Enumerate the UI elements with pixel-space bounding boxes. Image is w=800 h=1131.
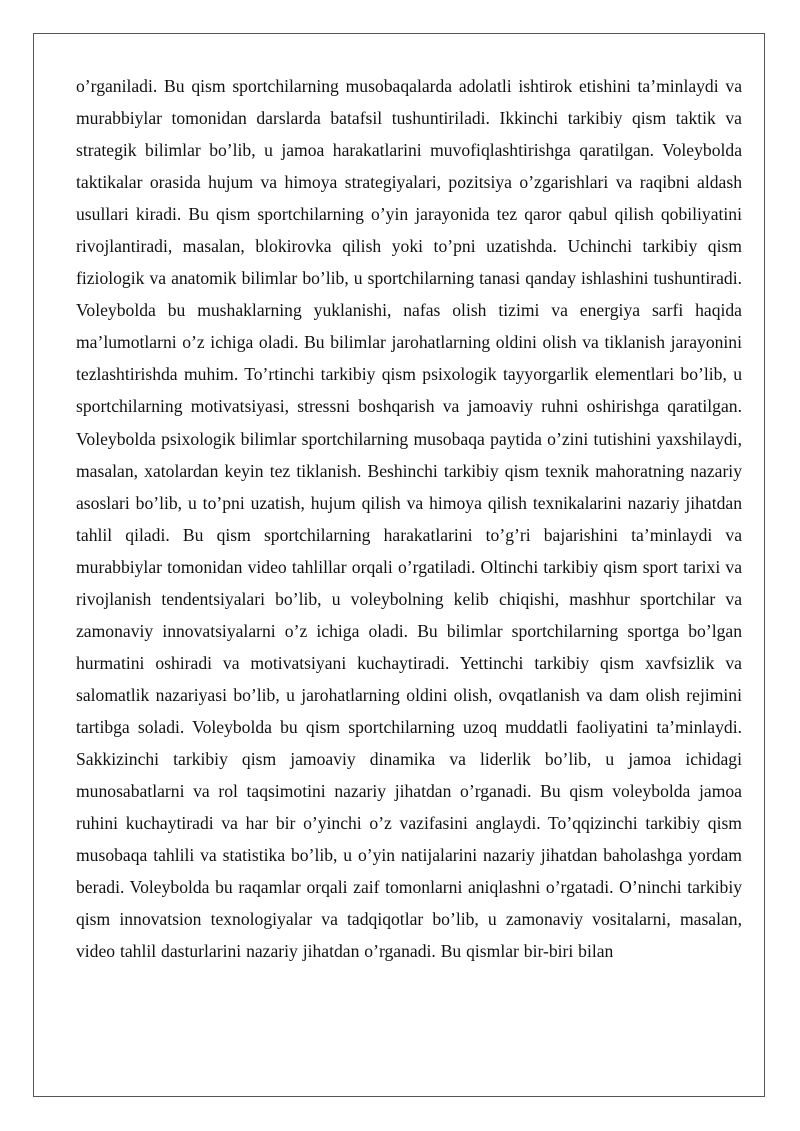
body-paragraph: o’rganiladi. Bu qism sportchilarning musobaqalarda adolatli ishtirok etishini ta’minlaydi va murabbiylar tomonidan darslarda batafsil tushuntiriladi. Ikkinchi tarkibiy qism taktik va strategik bilimlar bo’lib, u jamoa harakatlarini muvofiqlashtirishga qaratilgan. Voleybolda taktikalar orasida hujum va himoya strategiyalari, pozitsiya o’zgarishlari va raqibni aldash usullari kiradi. Bu qism sportchilarning o’yin jarayonida tez qaror qabul qilish qobiliyatini rivojlantiradi, masalan, blokirovka qilish yoki to’pni uzatishda. Uchinchi tarkibiy qism fiziologik va anatomik bilimlar bo’lib, u sportchilarning tanasi qanday ishlashini tushuntiradi. Voleybolda bu mushaklarning yuklanishi, nafas olish tizimi va energiya sarfi haqida ma’lumotlarni o’z ichiga oladi. Bu bilimlar jarohatlarning oldini olish va tiklanish jarayonini tezlashtirishda muhim. To’rtinchi tarkibiy qism psixologik tayyorgarlik elementlari bo’lib, u sportchilarning motivatsiyasi, stressni boshqarish va jamoaviy ruhni oshirishga qaratilgan. Voleybolda psixologik bilimlar sportchilarning musobaqa paytida o’zini tutishini yaxshilaydi, masalan, xatolardan keyin tez tiklanish. Beshinchi tarkibiy qism texnik mahoratning nazariy asoslari bo’lib, u to’pni uzatish, hujum qilish va himoya qilish texnikalarini nazariy jihatdan tahlil qiladi. Bu qism sportchilarning harakatlarini to’g’ri bajarishini ta’minlaydi va murabbiylar tomonidan video tahlillar orqali o’rgatiladi. Oltinchi tarkibiy qism sport tarixi va rivojlanish tendentsiyalari bo’lib, u voleybolning kelib chiqishi, mashhur sportchilar va zamonaviy innovatsiyalarni o’z ichiga oladi. Bu bilimlar sportchilarning sportga bo’lgan hurmatini oshiradi va motivatsiyani kuchaytiradi. Yettinchi tarkibiy qism xavfsizlik va salomatlik nazariyasi bo’lib, u jarohatlarning oldini olish, ovqatlanish va dam olish rejimini tartibga soladi. Voleybolda bu qism sportchilarning uzoq muddatli faoliyatini ta’minlaydi. Sakkizinchi tarkibiy qism jamoaviy dinamika va liderlik bo’lib, u jamoa ichidagi munosabatlarni va rol taqsimotini nazariy jihatdan o’rganadi. Bu qism voleybolda jamoa ruhini kuchaytiradi va har bir o’yinchi o’z vazifasini anglaydi. To’qqizinchi tarkibiy qism musobaqa tahlili va statistika bo’lib, u o’yin natijalarini nazariy jihatdan baholashga yordam beradi. Voleybolda bu raqamlar orqali zaif tomonlarni aniqlashni o’rgatadi. O’ninchi tarkibiy qism innovatsion texnologiyalar va tadqiqotlar bo’lib, u zamonaviy vositalarni, masalan, video tahlil dasturlarini nazariy jihatdan o’rganadi. Bu qismlar bir-biri bilan [76, 76, 742, 962]
